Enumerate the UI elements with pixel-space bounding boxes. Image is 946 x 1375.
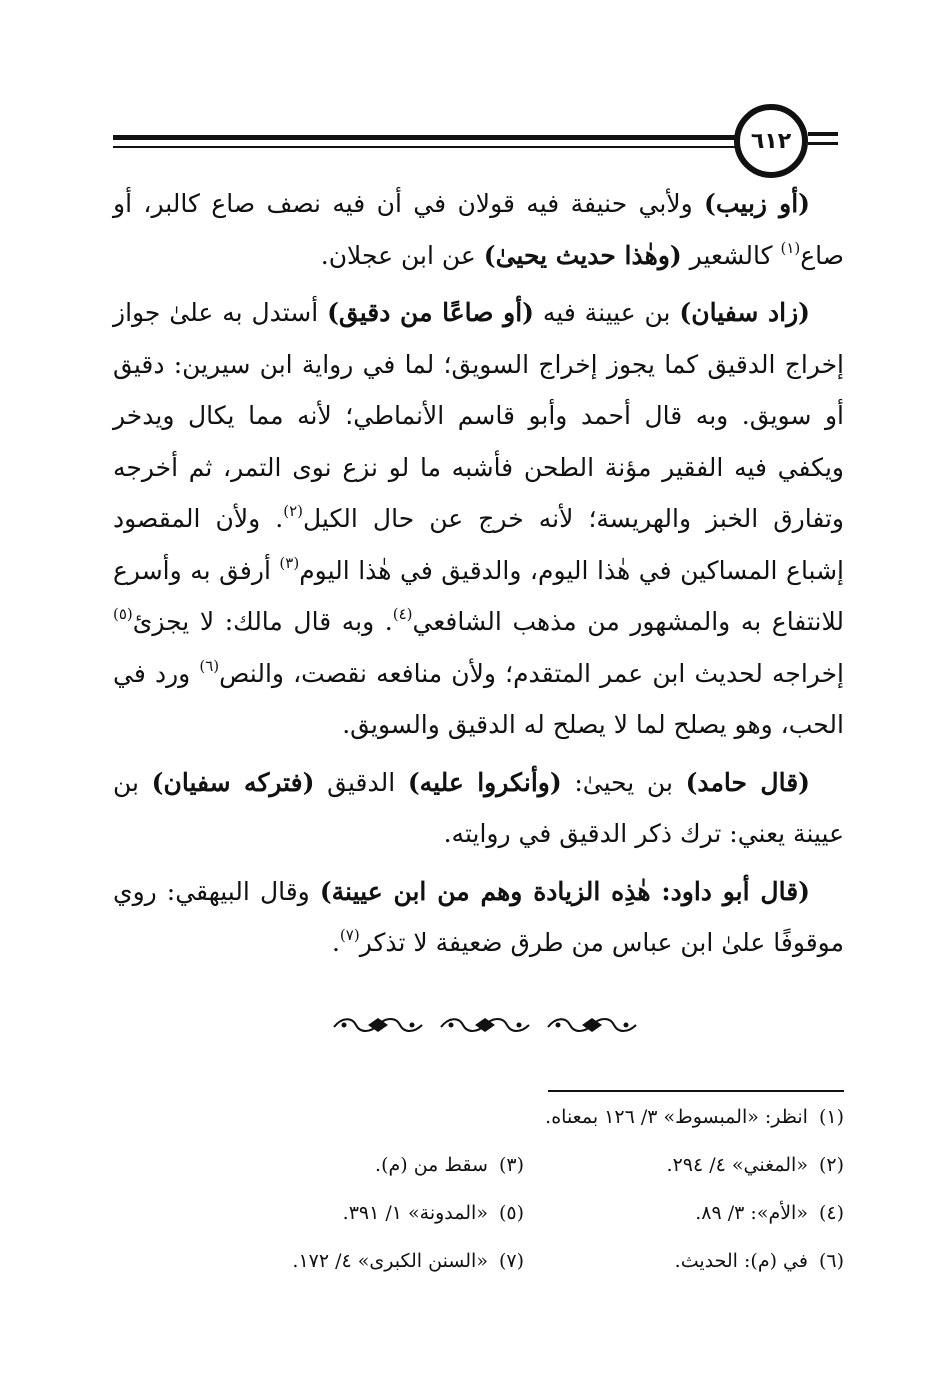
footnote-number: (٢)	[818, 1154, 844, 1176]
commentary-text: عن ابن عجلان.	[320, 240, 484, 270]
commentary-text: بن يحيىٰ:	[561, 767, 686, 797]
ornament-flourish	[437, 1013, 533, 1037]
footnote	[667, 1152, 844, 1178]
header-rule-stub	[808, 132, 838, 136]
footnote	[343, 1200, 524, 1226]
commentary-text: ولأبي حنيفة فيه قولان في أن فيه نصف صاع كالبر، أو صاع	[113, 189, 844, 270]
footnote-text: انظر: «المبسوط» ٣/ ١٢٦ بمعناه.	[545, 1106, 808, 1128]
commentary-text: بن عيينة يعني: ترك ذكر الدقيق في روايته.	[113, 767, 844, 848]
section-divider-ornament	[330, 1012, 640, 1038]
commentary-text: الدقيق	[314, 767, 408, 797]
header-rule-stub	[808, 142, 838, 145]
quoted-matn-text: (قال حامد)	[685, 767, 810, 797]
footnote	[675, 1248, 844, 1274]
footnote-text: في (م): الحديث.	[674, 1250, 808, 1272]
footnote-number: (٣)	[498, 1154, 524, 1176]
footnote-separator	[548, 1090, 844, 1092]
footnote-marker: (٣)	[279, 553, 300, 572]
quoted-matn-text: (أو صاعًا من دقيق)	[327, 298, 534, 327]
header-rule-thick	[113, 135, 743, 140]
footnote-number: (٤)	[818, 1202, 844, 1224]
quoted-matn-text: (وأنكروا عليه)	[407, 767, 562, 797]
footnote-text: سقط من (م).	[375, 1154, 488, 1176]
footnote-marker: (٢)	[283, 502, 303, 520]
footnote-number: (١)	[818, 1106, 844, 1128]
body-paragraph	[113, 866, 844, 969]
commentary-text: أستدل به علىٰ جواز إخراج الدقيق كما يجوز إخراج السويق؛ لما في رواية ابن سيرين: دقيق أو سويق. وبه قال أحمد وأبو قاسم الأنماطي؛ لأنه مما يكال ويدخر ويكفي فيه الفقير مؤنة الطحن فأشبه ما لو نزع نوى التمر، ثم أخرجه وتفارق الخبز والهريسة؛ لأنه خرج عن حال الكيل	[113, 298, 844, 533]
commentary-text: كالشعير	[681, 240, 781, 270]
footnote	[375, 1152, 524, 1178]
footnote-marker: (٦)	[199, 656, 220, 675]
footnote	[545, 1104, 844, 1130]
footnote-number: (٦)	[818, 1250, 844, 1272]
commentary-text: أرفق به وأسرع للانتفاع به والمشهور من مذهب الشافعي	[113, 555, 844, 636]
commentary-text: . ولأن المقصود إشباع المساكين في هٰذا اليوم، والدقيق في هٰذا اليوم	[113, 504, 844, 585]
commentary-text: .	[331, 928, 340, 957]
footnote-marker: (٥)	[113, 605, 133, 623]
footnote	[292, 1248, 524, 1274]
footnote-marker: (٤)	[392, 605, 413, 623]
ornament-flourish	[544, 1013, 640, 1037]
quoted-matn-text: (زاد سفيان)	[679, 298, 810, 327]
ornament-flourish	[330, 1013, 426, 1037]
quoted-matn-text: (فتركه سفيان)	[151, 767, 315, 797]
body-paragraph	[113, 287, 844, 751]
header-rule-thin	[113, 146, 743, 148]
quoted-matn-text: (قال أبو داود: هٰذِه الزيادة وهم من ابن عيينة)	[319, 876, 810, 906]
footnote-text: «المدونة» ١/ ٣٩١.	[342, 1202, 488, 1224]
footnote-text: «المغني» ٤/ ٢٩٤.	[666, 1154, 808, 1176]
commentary-text: وقال البيهقي: روي موقوفًا علىٰ ابن عباس من طرق ضعيفة لا تذكر	[113, 876, 844, 957]
page-number: ٦١٢	[750, 128, 792, 154]
footnote	[695, 1200, 844, 1226]
commentary-text: . وبه قال مالك: لا يجزئ	[132, 607, 393, 636]
quoted-matn-text: (وهٰذا حديث يحيىٰ)	[483, 240, 682, 270]
commentary-text: إخراجه لحديث ابن عمر المتقدم؛ ولأن منافعه نقصت، والنص	[219, 658, 844, 688]
footnote-marker: (١)	[780, 238, 801, 257]
footnote-number: (٧)	[498, 1250, 524, 1272]
quoted-matn-text: (أو زبيب)	[704, 189, 810, 218]
footnote-text: «السنن الكبرى» ٤/ ١٧٢.	[292, 1250, 488, 1272]
page-number-badge	[734, 104, 808, 178]
body-paragraph	[113, 178, 844, 281]
footnote-number: (٥)	[498, 1202, 524, 1224]
commentary-text: ورد في الحب، وهو يصلح لما لا يصلح له الدقيق والسويق.	[113, 658, 844, 739]
commentary-text: بن عيينة فيه	[533, 298, 680, 327]
body-paragraph	[113, 757, 844, 860]
footnote-marker: (٧)	[339, 926, 360, 944]
footnote-text: «الأم»: ٣/ ٨٩.	[695, 1202, 808, 1224]
body-text	[113, 178, 844, 969]
